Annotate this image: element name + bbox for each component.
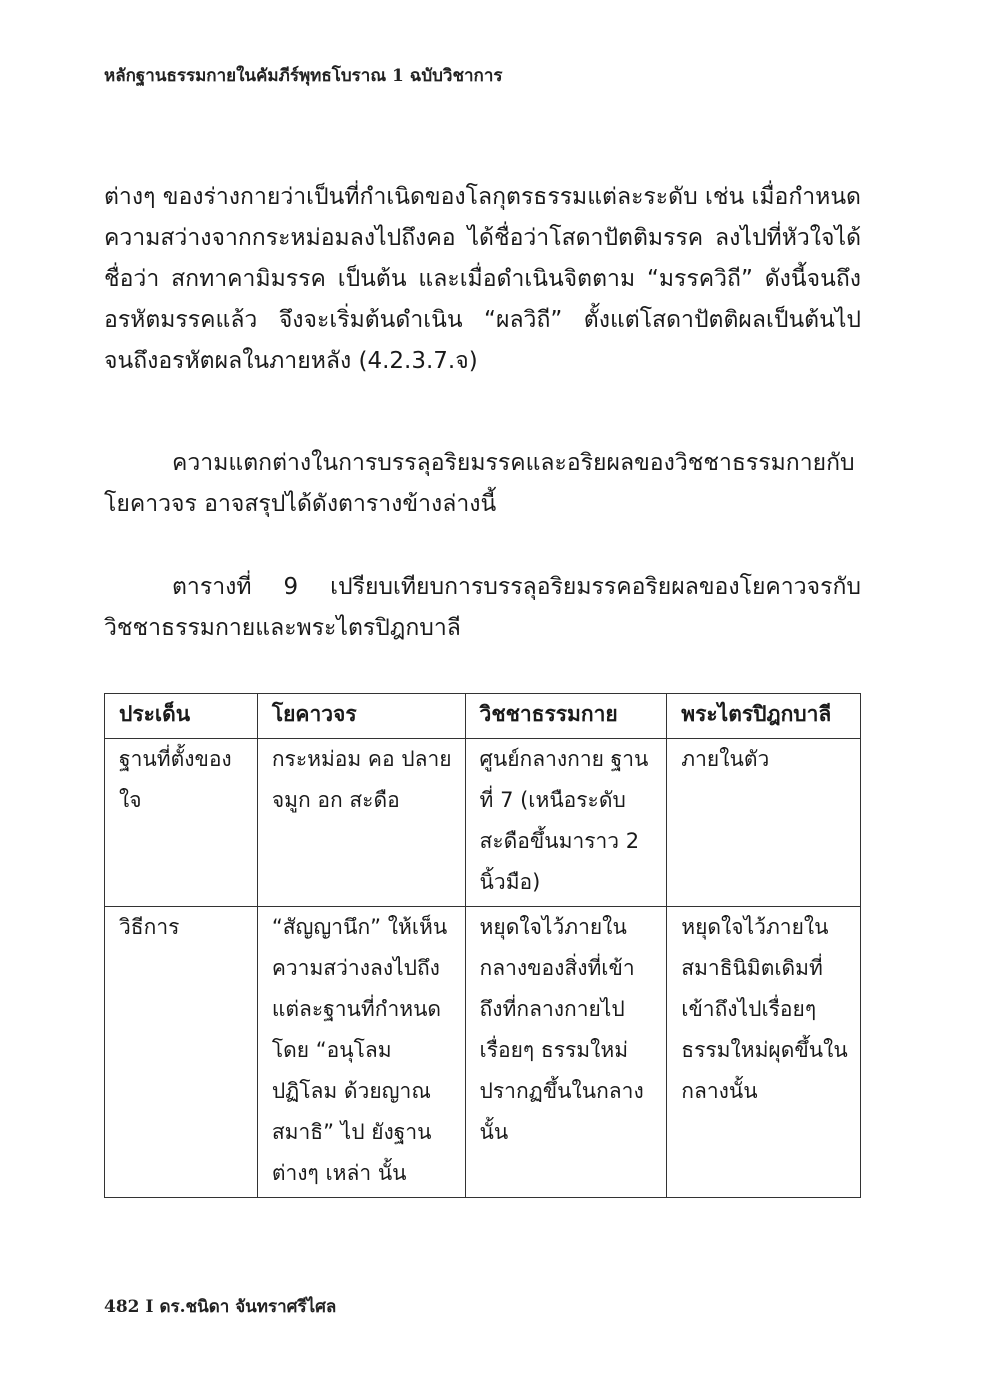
body-paragraph-1: ต่างๆ ของร่างกายว่าเป็นที่กำเนิดของโลกุตรธรรมแต่ละระดับ เช่น เมื่อกำหนดความสว่างจากกระหม่อมลงไปถึงคอ ได้ชื่อว่าโสดาปัตติมรรค ลงไปที่หัวใจได้ชื่อว่า สกทาคามิมรรค เป็นต้น และเมื่อดำเนินจิตตาม “มรรควิถี” ดังนี้จนถึงอรหัตมรรคแล้ว จึงจะเริ่มต้นดำเนิน “ผลวิถี” ตั้งแต่โสดาปัตติผลเป็นต้นไปจนถึงอรหัตผลในภายหลัง (4.2.3.7.จ): [104, 184, 861, 374]
column-header-vijja-dhammakaya: วิชชาธรรมกาย: [465, 694, 667, 739]
table-cell: ฐานที่ตั้งของใจ: [105, 739, 258, 907]
author-name: ดร.ชนิดา จันทราศรีไศล: [159, 1297, 337, 1317]
table-cell: ภายในตัว: [667, 739, 861, 907]
running-header-title: หลักฐานธรรมกายในคัมภีร์พุทธโบราณ 1 ฉบับวิชาการ: [104, 66, 503, 86]
column-header-topic: ประเด็น: [105, 694, 258, 739]
table-caption: ตารางที่ 9 เปรียบเทียบการบรรลุอริยมรรคอริยผลของโยคาวจรกับวิชชาธรรมกายและพระไตรปิฎกบาลี: [104, 574, 861, 641]
footer-separator: I: [145, 1297, 154, 1317]
table-cell: “สัญญานึก” ให้เห็น ความสว่างลงไปถึง แต่ละฐานที่กำหนด โดย “อนุโลมปฏิโลม ด้วยญาณสมาธิ” ไป ยังฐานต่างๆ เหล่า นั้น: [257, 907, 465, 1198]
table-header-row: [105, 694, 861, 739]
body-paragraph-2: ความแตกต่างในการบรรลุอริยมรรคและอริยผลของวิชชาธรรมกายกับโยคาวจร อาจสรุปได้ดังตารางข้างล่างนี้: [104, 450, 855, 517]
page-number: 482: [104, 1297, 140, 1317]
table-cell: ศูนย์กลางกาย ฐาน ที่ 7 (เหนือระดับ สะดือขึ้นมาราว 2 นิ้วมือ): [465, 739, 667, 907]
table-cell: หยุดใจไว้ภายใน กลางของสิ่งที่เข้า ถึงที่กลางกายไป เรื่อยๆ ธรรมใหม่ ปรากฏขึ้นในกลาง นั้น: [465, 907, 667, 1198]
table-cell: วิธีการ: [105, 907, 258, 1198]
table-cell: กระหม่อม คอ ปลาย จมูก อก สะดือ: [257, 739, 465, 907]
column-header-pali-canon: พระไตรปิฎกบาลี: [667, 694, 861, 739]
comparison-table: [104, 693, 861, 1198]
table-row: [105, 907, 861, 1198]
table-cell: หยุดใจไว้ภายใน สมาธินิมิตเดิมที่ เข้าถึงไปเรื่อยๆ ธรรมใหม่ผุดขึ้นใน กลางนั้น: [667, 907, 861, 1198]
column-header-yogavacara: โยคาวจร: [257, 694, 465, 739]
table-row: [105, 739, 861, 907]
page-footer: [104, 1293, 336, 1320]
